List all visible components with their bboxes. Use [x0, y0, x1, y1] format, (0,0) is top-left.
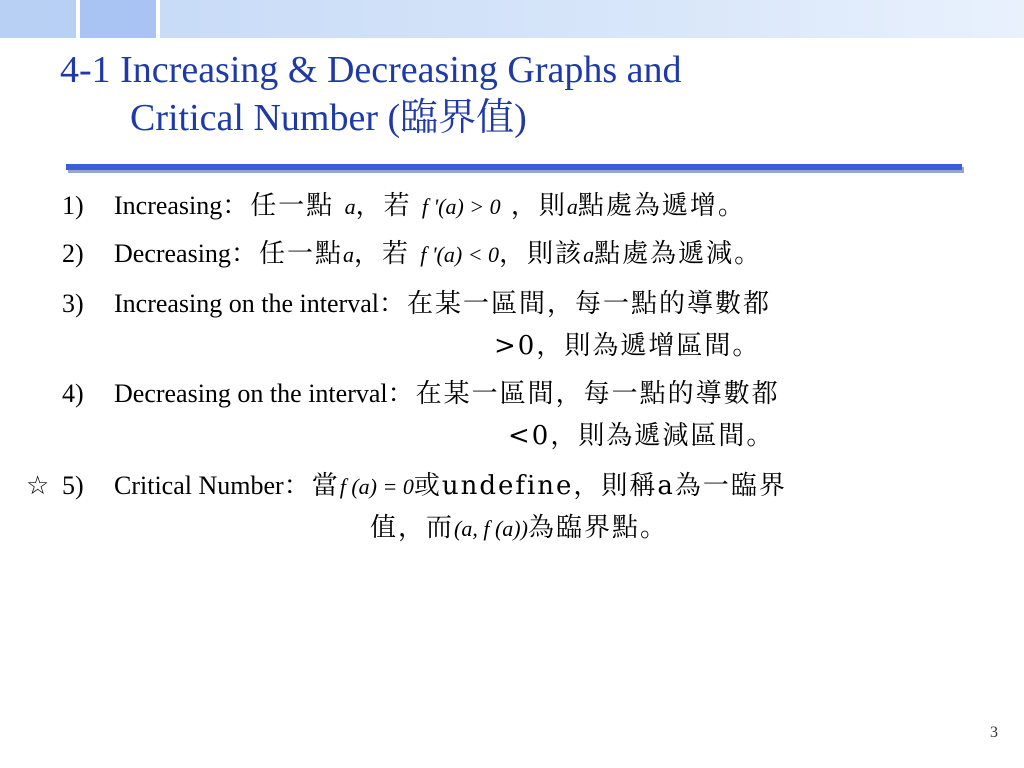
item-text: 值，而 — [370, 513, 455, 543]
item-text: ，則 — [500, 191, 567, 221]
header-band — [160, 0, 1024, 38]
item-text: ，若 — [353, 239, 421, 269]
item-label: Increasing on the interval — [114, 289, 379, 318]
item-number: 2) — [62, 239, 84, 268]
item-text: 在某一區間，每一點的導數都 — [415, 379, 780, 409]
item-colon: ： — [230, 239, 259, 269]
item-label: Increasing — [114, 191, 223, 220]
item-number: 3) — [62, 289, 84, 318]
item-body — [114, 188, 746, 225]
item-label: Decreasing on the interval — [114, 379, 388, 408]
math-a: a — [566, 194, 578, 219]
item-text: 當 — [311, 471, 340, 501]
math-derivative-condition: f '(a) > 0 — [421, 194, 501, 219]
slide-title — [60, 46, 682, 142]
slide-title-line-2: Critical Number (臨界值) — [130, 97, 527, 139]
item-text: 點處為遞減。 — [594, 239, 763, 269]
item-text: ，則該 — [499, 239, 584, 269]
math-a: a — [344, 194, 356, 219]
item-colon: ： — [387, 379, 416, 409]
item-number: 1) — [62, 191, 84, 220]
item-text: 任一點 — [258, 239, 343, 269]
math-derivative-condition: f '(a) < 0 — [420, 242, 500, 267]
item-body — [114, 468, 787, 505]
item-label: Critical Number — [114, 471, 284, 500]
item-body — [114, 236, 762, 273]
page-number: 3 — [990, 724, 998, 741]
item-number: 5) — [62, 471, 84, 500]
header-tile-2 — [80, 0, 156, 38]
math-a: a — [583, 242, 595, 267]
item-text: ，若 — [355, 191, 422, 221]
header-tile-1 — [0, 0, 76, 38]
item-continuation: <0，則為遞減區間。 — [508, 421, 775, 451]
item-text: 在某一區間，每一點的導數都 — [406, 289, 771, 319]
item-body — [114, 376, 780, 412]
math-a: a — [342, 242, 354, 267]
item-text: 任一點 — [250, 191, 345, 221]
item-number: 4) — [62, 379, 84, 408]
item-colon: ： — [283, 471, 312, 501]
star-icon: ☆ — [26, 471, 50, 500]
item-body — [114, 286, 771, 322]
header-decoration — [0, 0, 1024, 38]
math-critical-point: (a, f (a)) — [454, 516, 528, 541]
item-text: 或undefine，則稱a為一臨界 — [413, 471, 787, 501]
item-colon: ： — [222, 191, 251, 221]
slide-title-line-1: 4-1 Increasing & Decreasing Graphs and — [60, 49, 682, 91]
item-text: 為臨界點。 — [527, 513, 668, 543]
math-critical-condition: f (a) = 0 — [339, 474, 414, 499]
title-divider — [66, 164, 962, 170]
item-label: Decreasing — [114, 239, 231, 268]
item-continuation: >0，則為遞增區間。 — [494, 331, 761, 361]
item-text: 點處為遞增。 — [577, 191, 746, 221]
item-continuation — [370, 510, 668, 547]
item-colon: ： — [378, 289, 407, 319]
